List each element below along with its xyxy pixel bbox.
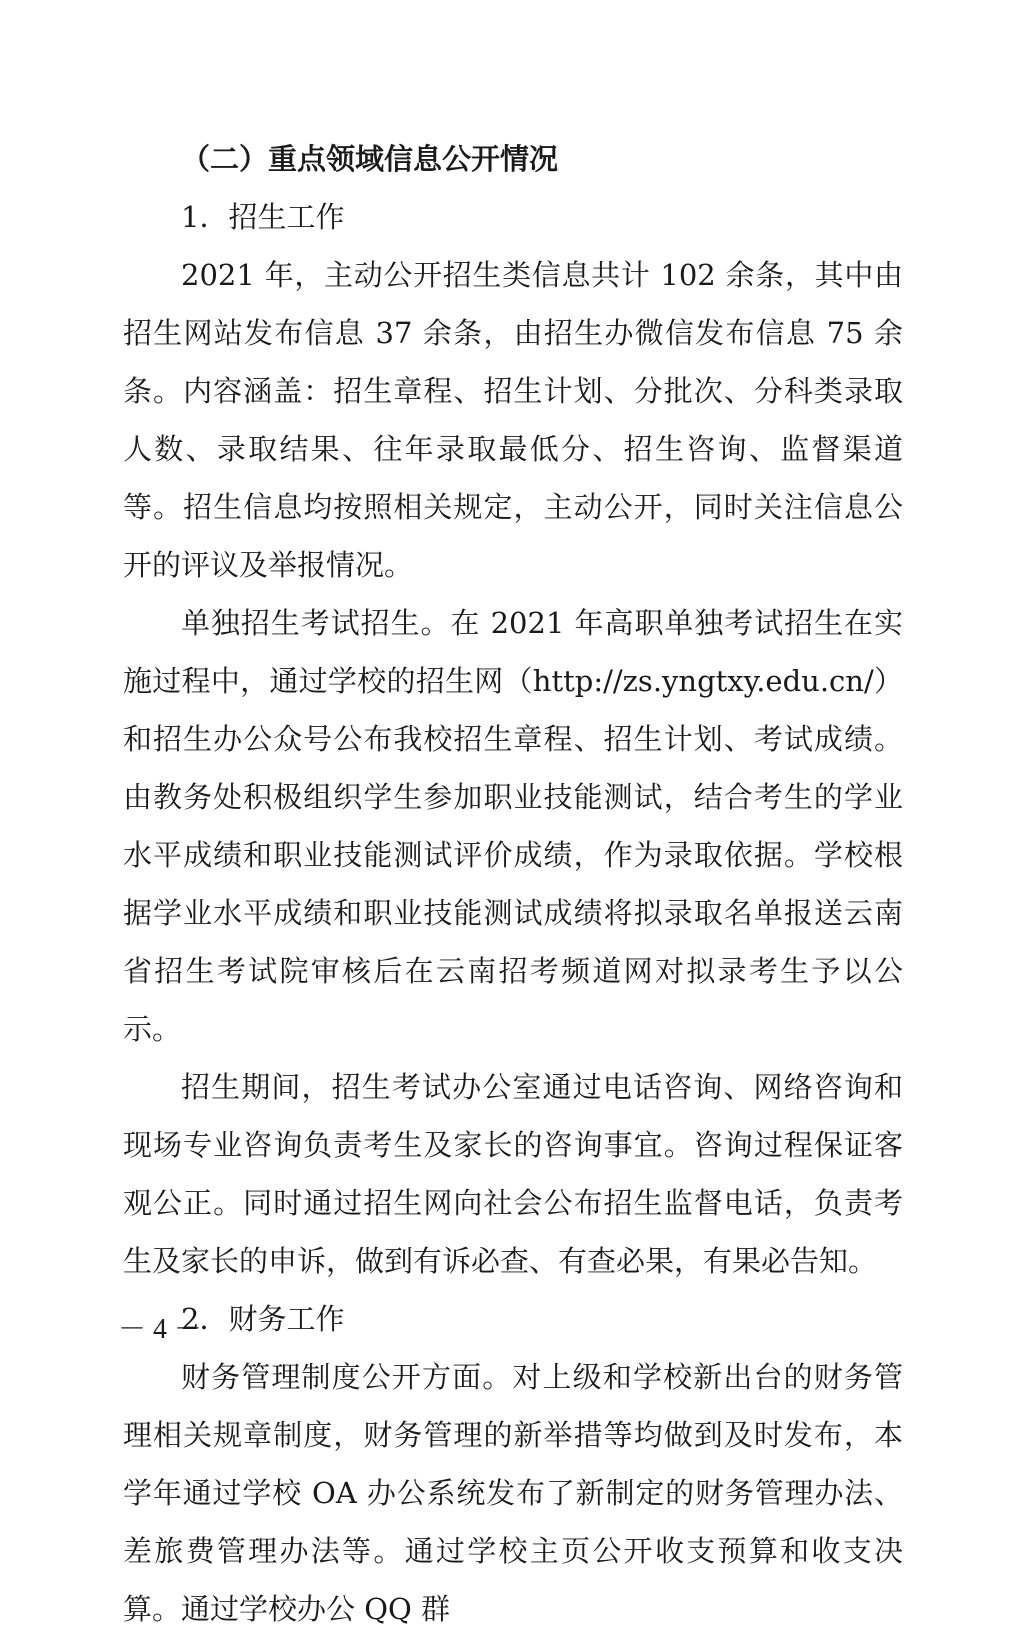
document-body (123, 130, 903, 1638)
paragraph: 招生期间，招生考试办公室通过电话咨询、网络咨询和现场专业咨询负责考生及家长的咨询事宜。咨询过程保证客观公正。同时通过招生网向社会公布招生监督电话，负责考生及家长的申诉，做到有诉必查、有查必果，有果必告知。 (123, 1070, 903, 1278)
paragraph: 财务管理制度公开方面。对上级和学校新出台的财务管理相关规章制度，财务管理的新举措等均做到及时发布，本学年通过学校 OA 办公系统发布了新制定的财务管理办法、差旅费管理办法等。通过学校主页公开收支预算和收支决算。通过学校办公 QQ 群 (123, 1360, 903, 1626)
section-heading: （二）重点领域信息公开情况 (181, 142, 559, 176)
paragraph: 2021 年，主动公开招生类信息共计 102 余条，其中由招生网站发布信息 37 余条，由招生办微信发布信息 75 余条。内容涵盖：招生章程、招生计划、分批次、分科类录取人数、录取结果、往年录取最低分、招生咨询、监督渠道等。招生信息均按照相关规定，主动公开，同时关注信息公开的评议及举报情况。 (123, 258, 903, 582)
page-number: － 4 － (118, 1314, 203, 1345)
subheading-recruitment: 1．招生工作 (181, 200, 345, 234)
subheading-finance: 2．财务工作 (181, 1302, 345, 1336)
paragraph: 单独招生考试招生。在 2021 年高职单独考试招生在实施过程中，通过学校的招生网（http://zs.yngtxy.edu.cn/）和招生办公众号公布我校招生章程、招生计划、考试成绩。由教务处积极组织学生参加职业技能测试，结合考生的学业水平成绩和职业技能测试评价成绩，作为录取依据。学校根据学业水平成绩和职业技能测试成绩将拟录取名单报送云南省招生考试院审核后在云南招考频道网对拟录考生予以公示。 (123, 606, 903, 1046)
